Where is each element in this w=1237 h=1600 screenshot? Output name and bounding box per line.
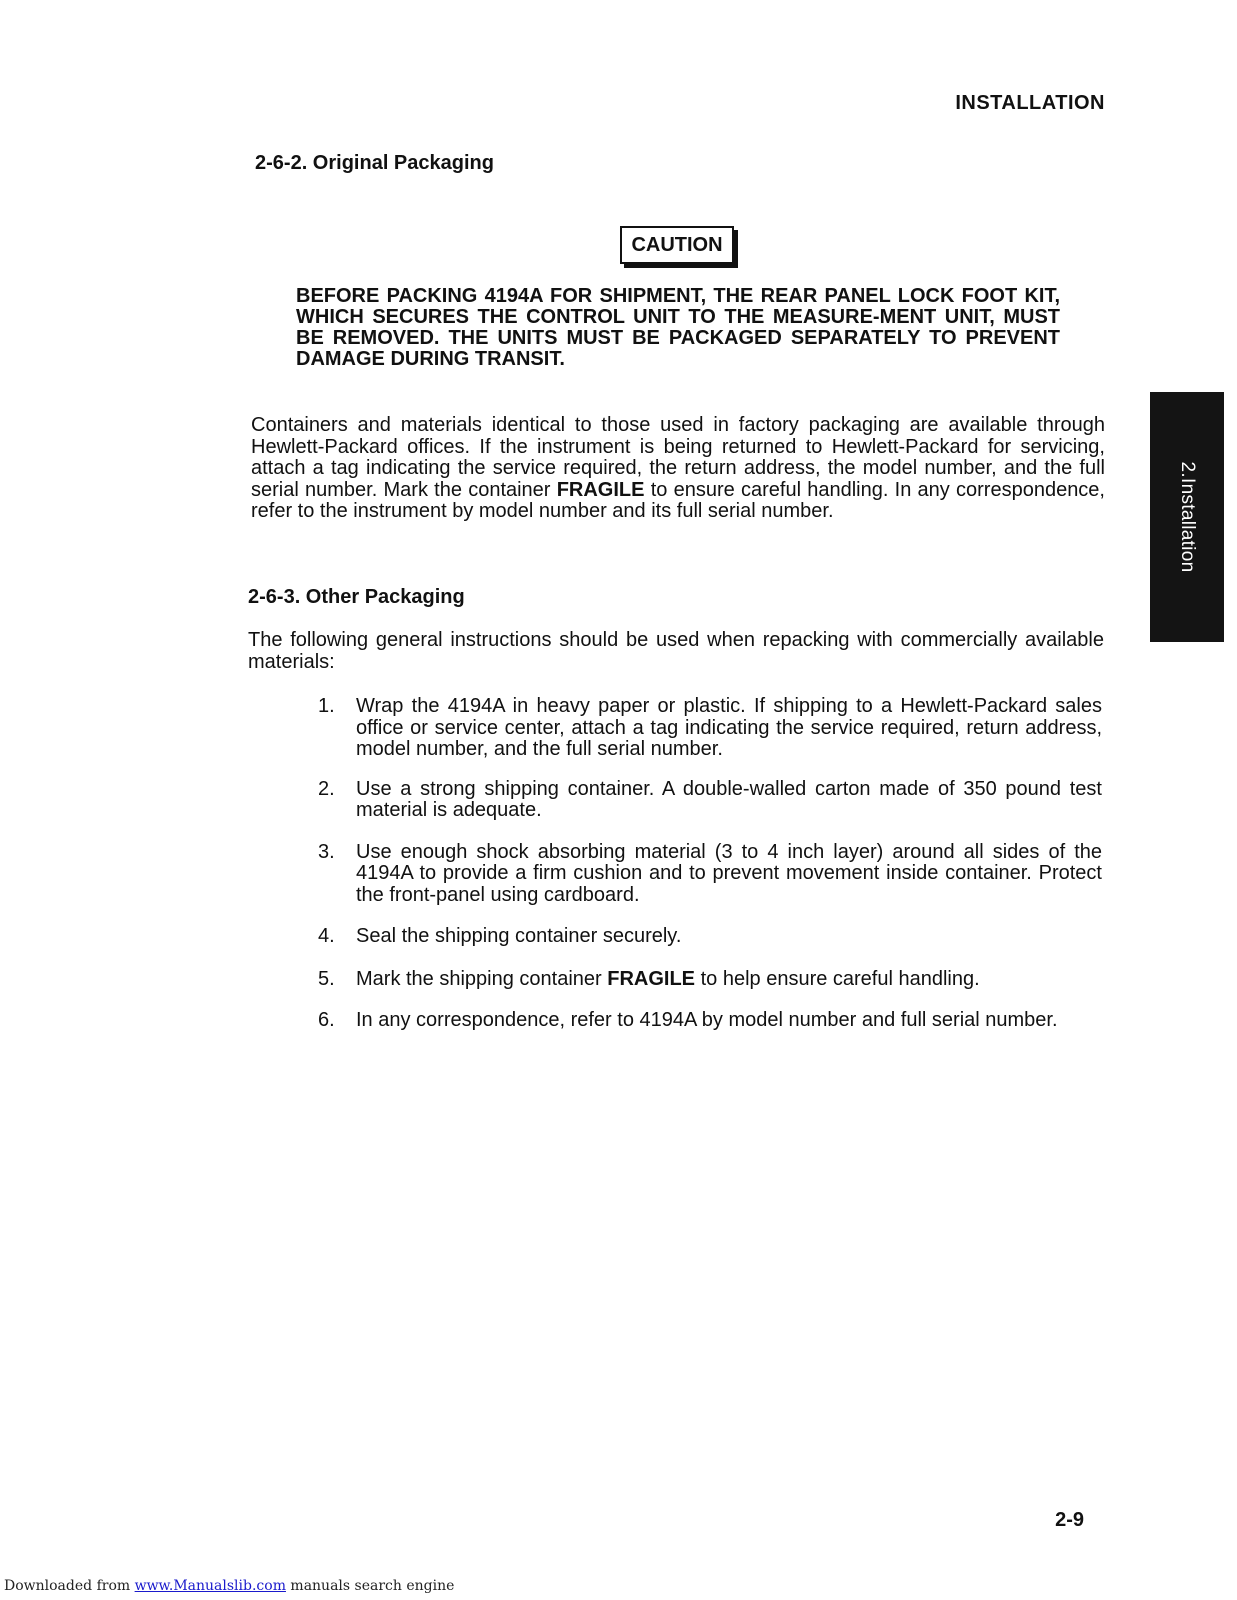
page-number: 2-9 <box>1055 1509 1084 1531</box>
paragraph-text-part2: to ensure careful handling. In any correspondence, refer to the instrument by model number and its full serial number. <box>251 478 1105 522</box>
step-text-part1: Mark the shipping container <box>356 967 608 990</box>
list-item <box>318 1010 1102 1032</box>
step-number: 5. <box>318 967 335 990</box>
step-number: 3. <box>318 840 335 863</box>
list-item <box>318 969 1102 991</box>
chapter-side-tab <box>1150 392 1224 642</box>
caution-label: CAUTION <box>631 233 723 256</box>
original-packaging-paragraph <box>251 415 1105 523</box>
section-heading-original-packaging: 2-6-2. Original Packaging <box>255 152 494 174</box>
caution-text: BEFORE PACKING 4194A FOR SHIPMENT, THE REAR PANEL LOCK FOOT KIT, WHICH SECURES THE CONTROL UNIT TO THE MEASURE-MENT UNIT, MUST BE REMOVED. THE UNITS MUST BE PACKAGED SEPARATELY TO PREVENT DAMAGE DURING TRANSIT. <box>296 285 1060 370</box>
list-item <box>318 696 1102 761</box>
step-text <box>356 968 980 990</box>
step-text: In any correspondence, refer to 4194A by model number and full serial number. <box>356 1009 1058 1031</box>
download-footer <box>4 1578 454 1594</box>
chapter-tab-label: 2.Installation <box>1177 461 1198 573</box>
running-header: INSTALLATION <box>955 92 1105 114</box>
step-text: Wrap the 4194A in heavy paper or plastic. If shipping to a Hewlett-Packard sales office or service center, attach a tag indicating the service required, return address, model number, and the full serial number. <box>356 695 1102 760</box>
list-item <box>318 842 1102 907</box>
footer-prefix: Downloaded from <box>4 1578 135 1594</box>
fragile-emphasis: FRAGILE <box>607 967 696 990</box>
list-item <box>318 779 1102 822</box>
step-number: 1. <box>318 695 335 717</box>
fragile-emphasis: FRAGILE <box>556 478 645 501</box>
manualslib-link[interactable]: www.Manualslib.com <box>134 1578 286 1594</box>
step-text-part2: to help ensure careful handling. <box>695 967 980 990</box>
step-text: Use a strong shipping container. A double-walled carton made of 350 pound test material is adequate. <box>356 777 1102 821</box>
section-heading-other-packaging: 2-6-3. Other Packaging <box>248 586 465 608</box>
caution-label-box <box>620 226 734 264</box>
step-number: 6. <box>318 1009 335 1031</box>
step-number: 4. <box>318 925 335 947</box>
step-number: 2. <box>318 777 335 800</box>
packing-steps-list <box>318 696 1102 1032</box>
footer-suffix: manuals search engine <box>285 1578 455 1594</box>
step-text: Seal the shipping container securely. <box>356 925 682 947</box>
step-text: Use enough shock absorbing material (3 to 4 inch layer) around all sides of the 4194A to provide a firm cushion and to prevent movement inside container. Protect the front-panel using cardboard. <box>356 840 1102 906</box>
other-packaging-intro: The following general instructions should be used when repacking with commercially available materials: <box>248 629 1104 673</box>
list-item <box>318 926 1102 948</box>
paragraph-text-part1: Containers and materials identical to those used in factory packaging are available through Hewlett-Packard offices. If the instrument is being returned to Hewlett-Packard for servicing, attach a tag indicating the service required, the return address, the model number, and the full serial number. Mark the container <box>251 414 1105 501</box>
